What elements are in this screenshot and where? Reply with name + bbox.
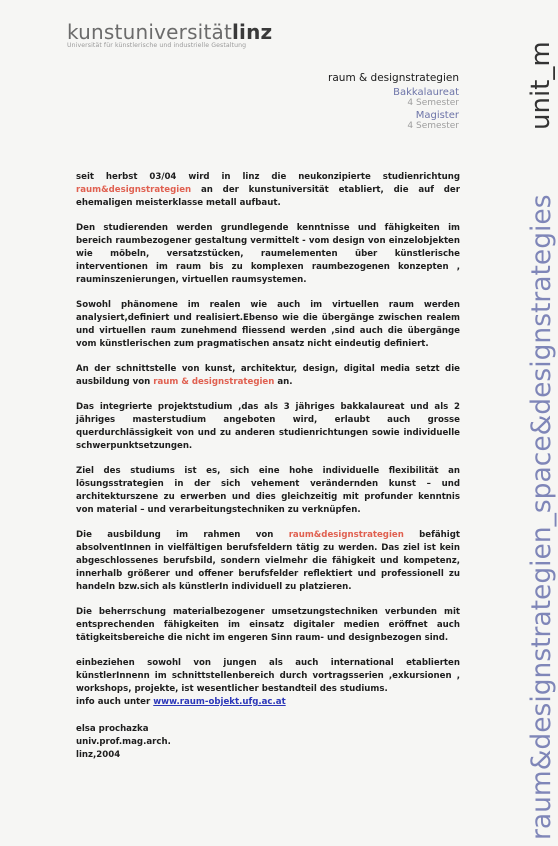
logo-subtitle: Universität für künstlerische und industrielle Gestaltung: [67, 42, 247, 49]
degree-bachelor: Bakkalaureat: [393, 86, 459, 98]
document-body: [76, 171, 460, 762]
highlight-program: raum&designstrategien: [288, 530, 404, 540]
logo-wordmark: [67, 20, 272, 44]
signature: [76, 723, 460, 762]
text: an.: [274, 377, 293, 387]
paragraph-8: Die beherrschung materialbezogener umsetzungstechniken verbunden mit entsprechenden fähigkeiten im einsatz digitaler medien eröffnet auch tätigkeitsbereiche die nicht im engeren Sinn raum- und designbezogen sind.: [76, 607, 460, 643]
paragraph-7: [76, 529, 460, 594]
logo-word-kunst: kunst: [67, 20, 123, 44]
semester-bachelor: 4 Semester: [407, 98, 459, 108]
text: an der kunstuniversität etabliert, die auf der ehemaligen meisterklasse metall aufbaut.: [76, 185, 460, 208]
logo-word-linz: linz: [231, 20, 273, 44]
program-name: raum & designstrategien: [328, 72, 459, 84]
paragraph-6: Ziel des studiums ist es, sich eine hohe individuelle flexibilität an lösungsstrategien in der sich vehement verändernden kunst – und architekturszene zu erwerben und dies gleichzeitig mit profunder kenntnis von material – und verarbeitungstechniken zu verknüpfen.: [76, 466, 460, 515]
text: befähigt absolventInnen in vielfältigen berufsfeldern tätig zu werden. Das ziel ist kein abgeschlossenes berufsbild, sondern vielmehr die fähigkeit und kompetenz, innerhalb größerer und offener berufsfelder reflektiert und professionell zu handeln bzw.sich als künstlerIn individuell zu platzieren.: [76, 530, 460, 592]
signature-title: univ.prof.mag.arch.: [76, 737, 171, 747]
website-link[interactable]: www.raum-objekt.ufg.ac.at: [153, 697, 286, 707]
degree-master: Magister: [415, 109, 459, 121]
paragraph-9: [76, 657, 460, 709]
program-info: [328, 73, 459, 133]
paragraph-4: [76, 363, 460, 389]
text: seit herbst 03/04 wird in linz die neukonzipierte studienrichtung: [76, 172, 460, 182]
paragraph-3: Sowohl phänomene im realen wie auch im virtuellen raum werden analysiert,definiert und realisiert.Ebenso wie die übergänge zwischen realem und virtuellen raum zunehmend fliessend werden ,sind auch die übergänge vom künstlerischen zum pragmatischen ansatz nicht eindeutig definiert.: [76, 300, 460, 349]
logo-word-universitaet: universität: [122, 20, 232, 44]
highlight-program: raum & designstrategien: [153, 377, 275, 387]
university-logo: [67, 20, 272, 49]
signature-place-date: linz,2004: [76, 750, 121, 760]
signature-name: elsa prochazka: [76, 724, 149, 734]
paragraph-2: Den studierenden werden grundlegende kenntnisse und fähigkeiten im bereich raumbezogener gestaltung vermittelt - vom design von einzelobjekten wie möbeln, versatzstücken, raumelementen über künstlerische interventionen im raum bis zu komplexen raumbezogenen konzepten , rauminszenierungen, virtuellen raumsystemen.: [76, 223, 460, 285]
paragraph-1: [76, 171, 460, 210]
text: Die ausbildung im rahmen von: [76, 530, 289, 540]
paragraph-5: Das integrierte projektstudium ,das als 3 jähriges bakkalaureat und als 2 jähriges masterstudium angeboten wird, erlaubt auch grosse querdurchlässigkeit von und zu anderen studienrichtungen sowie individuelle schwerpunktsetzungen.: [76, 402, 460, 451]
text: An der schnittstelle von kunst, architektur, design, digital media setzt die ausbildung von: [76, 364, 460, 387]
semester-master: 4 Semester: [407, 121, 459, 131]
text: einbeziehen sowohl von jungen als auch international etablierten künstlerInnenn im schnittstellenbereich durch vortragsserien ,exkursionen , workshops, projekte, ist wesentlicher bestandteil des studiums.: [76, 658, 460, 694]
vertical-title: raum&designstrategien_space&designstrategies: [526, 194, 557, 840]
info-prefix: info auch unter: [76, 697, 154, 707]
highlight-program: raum&designstrategien: [76, 185, 192, 195]
unit-label: unit_m: [526, 41, 556, 130]
